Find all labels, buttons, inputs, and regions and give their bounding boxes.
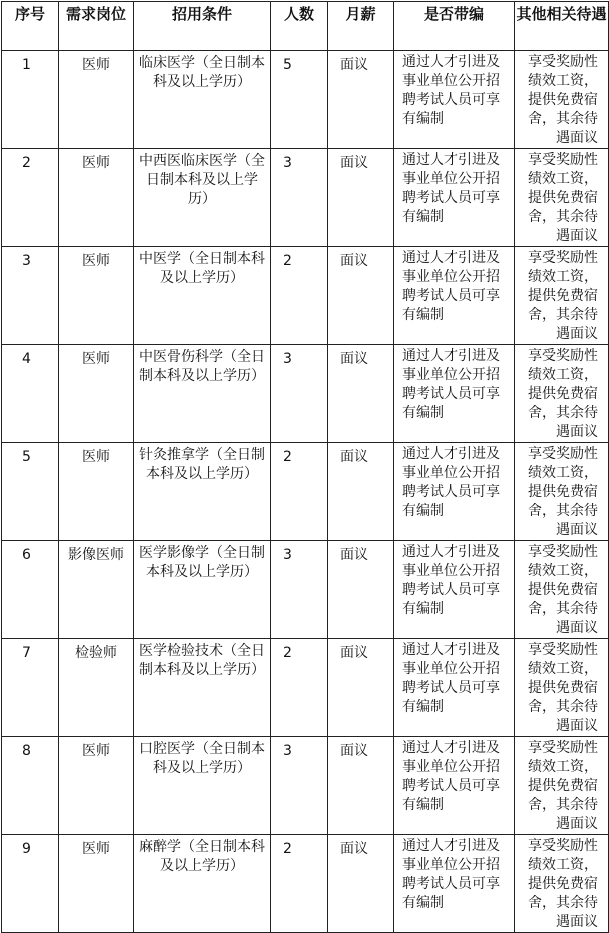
cell-condition: 临床医学（全日制本科及以上学历）: [134, 51, 271, 149]
header-establishment: 是否带编: [394, 2, 515, 51]
cell-count: 2: [271, 835, 328, 933]
cell-count: 2: [271, 639, 328, 737]
cell-benefits: 享受奖励性绩效工资，提供免费宿舍，其余待遇面议: [515, 247, 609, 345]
cell-salary: 面议: [328, 149, 394, 247]
cell-position: 医师: [59, 247, 134, 345]
cell-count: 5: [271, 51, 328, 149]
cell-position: 检验师: [59, 639, 134, 737]
cell-position: 影像医师: [59, 541, 134, 639]
cell-salary: 面议: [328, 443, 394, 541]
cell-count: 3: [271, 737, 328, 835]
table-row: [2, 639, 609, 737]
cell-benefits: 享受奖励性绩效工资，提供免费宿舍，其余待遇面议: [515, 835, 609, 933]
cell-establishment: 通过人才引进及事业单位公开招聘考试人员可享有编制: [394, 443, 515, 541]
header-row: [2, 2, 609, 51]
table-row: [2, 835, 609, 933]
recruitment-table: [1, 1, 609, 933]
cell-count: 3: [271, 149, 328, 247]
cell-benefits: 享受奖励性绩效工资，提供免费宿舍，其余待遇面议: [515, 737, 609, 835]
cell-seq: 1: [2, 51, 59, 149]
cell-salary: 面议: [328, 639, 394, 737]
cell-condition: 口腔医学（全日制本科及以上学历）: [134, 737, 271, 835]
cell-count: 2: [271, 443, 328, 541]
cell-seq: 9: [2, 835, 59, 933]
cell-seq: 2: [2, 149, 59, 247]
cell-position: 医师: [59, 149, 134, 247]
cell-establishment: 通过人才引进及事业单位公开招聘考试人员可享有编制: [394, 149, 515, 247]
cell-salary: 面议: [328, 737, 394, 835]
cell-seq: 7: [2, 639, 59, 737]
cell-benefits: 享受奖励性绩效工资，提供免费宿舍，其余待遇面议: [515, 639, 609, 737]
header-benefits: 其他相关待遇: [515, 2, 609, 51]
table-row: [2, 247, 609, 345]
cell-count: 3: [271, 541, 328, 639]
cell-seq: 8: [2, 737, 59, 835]
cell-seq: 3: [2, 247, 59, 345]
cell-benefits: 享受奖励性绩效工资，提供免费宿舍，其余待遇面议: [515, 443, 609, 541]
cell-position: 医师: [59, 345, 134, 443]
cell-seq: 5: [2, 443, 59, 541]
header-count: 人数: [271, 2, 328, 51]
cell-benefits: 享受奖励性绩效工资，提供免费宿舍，其余待遇面议: [515, 541, 609, 639]
cell-salary: 面议: [328, 51, 394, 149]
cell-condition: 中西医临床医学（全日制本科及以上学历）: [134, 149, 271, 247]
cell-count: 2: [271, 247, 328, 345]
cell-condition: 中医骨伤科学（全日制本科及以上学历）: [134, 345, 271, 443]
header-salary: 月薪: [328, 2, 394, 51]
cell-condition: 针灸推拿学（全日制本科及以上学历）: [134, 443, 271, 541]
cell-salary: 面议: [328, 247, 394, 345]
cell-condition: 医学检验技术（全日制本科及以上学历）: [134, 639, 271, 737]
cell-salary: 面议: [328, 541, 394, 639]
cell-count: 3: [271, 345, 328, 443]
cell-position: 医师: [59, 443, 134, 541]
cell-condition: 中医学（全日制本科及以上学历）: [134, 247, 271, 345]
table-row: [2, 443, 609, 541]
cell-salary: 面议: [328, 345, 394, 443]
cell-establishment: 通过人才引进及事业单位公开招聘考试人员可享有编制: [394, 835, 515, 933]
cell-condition: 麻醉学（全日制本科及以上学历）: [134, 835, 271, 933]
cell-position: 医师: [59, 835, 134, 933]
cell-benefits: 享受奖励性绩效工资，提供免费宿舍，其余待遇面议: [515, 149, 609, 247]
cell-seq: 6: [2, 541, 59, 639]
header-condition: 招用条件: [134, 2, 271, 51]
cell-establishment: 通过人才引进及事业单位公开招聘考试人员可享有编制: [394, 345, 515, 443]
table-row: [2, 149, 609, 247]
cell-establishment: 通过人才引进及事业单位公开招聘考试人员可享有编制: [394, 541, 515, 639]
cell-seq: 4: [2, 345, 59, 443]
table-row: [2, 737, 609, 835]
header-seq: 序号: [2, 2, 59, 51]
cell-position: 医师: [59, 51, 134, 149]
cell-condition: 医学影像学（全日制本科及以上学历）: [134, 541, 271, 639]
cell-establishment: 通过人才引进及事业单位公开招聘考试人员可享有编制: [394, 737, 515, 835]
cell-establishment: 通过人才引进及事业单位公开招聘考试人员可享有编制: [394, 639, 515, 737]
cell-benefits: 享受奖励性绩效工资，提供免费宿舍，其余待遇面议: [515, 345, 609, 443]
cell-establishment: 通过人才引进及事业单位公开招聘考试人员可享有编制: [394, 51, 515, 149]
table-row: [2, 541, 609, 639]
table-row: [2, 345, 609, 443]
cell-position: 医师: [59, 737, 134, 835]
table-row: [2, 51, 609, 149]
cell-establishment: 通过人才引进及事业单位公开招聘考试人员可享有编制: [394, 247, 515, 345]
cell-benefits: 享受奖励性绩效工资，提供免费宿舍，其余待遇面议: [515, 51, 609, 149]
cell-salary: 面议: [328, 835, 394, 933]
header-position: 需求岗位: [59, 2, 134, 51]
